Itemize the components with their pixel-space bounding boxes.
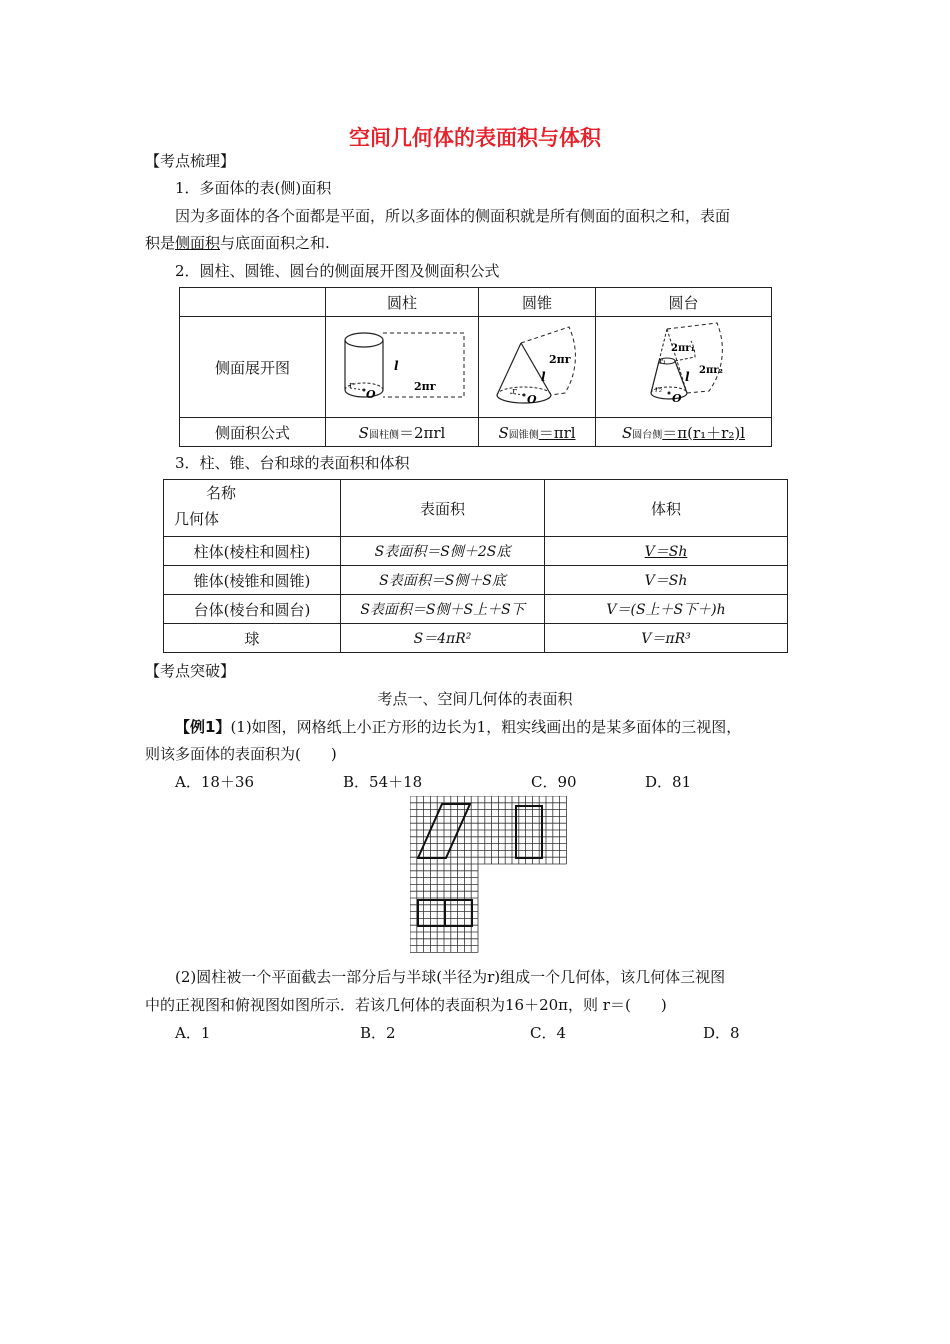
formula-cone bbox=[479, 418, 596, 447]
item1-body-line2 bbox=[145, 232, 330, 253]
frus-l-label: l bbox=[684, 370, 690, 384]
section-review-heading: 【考点梳理】 bbox=[145, 152, 236, 170]
q2-option-d: D．8 bbox=[703, 1024, 740, 1042]
item1-heading: 1．多面体的表(侧)面积 bbox=[175, 179, 332, 197]
formula-cyl-s: S bbox=[358, 423, 369, 442]
t2-row-frustum-name: 台体(棱台和圆台) bbox=[164, 595, 341, 624]
q1-option-b: B．54＋18 bbox=[343, 773, 423, 791]
q1-option-d: D．81 bbox=[645, 773, 692, 791]
formula-cyl-eq: ＝2πrl bbox=[398, 423, 446, 442]
t2-row-prism-area: S表面积＝S侧＋2S底 bbox=[341, 537, 545, 566]
cone-o-label: O bbox=[527, 393, 537, 406]
frustum-net-figure bbox=[609, 321, 759, 413]
t1-header-cone: 圆锥 bbox=[479, 288, 596, 317]
three-view-grid-figure bbox=[410, 796, 574, 958]
formula-frustum bbox=[596, 418, 772, 447]
q2-option-c: C．4 bbox=[530, 1024, 567, 1042]
item1-body-post: 与底面面积之和. bbox=[220, 234, 330, 252]
q1-option-a: A．18＋36 bbox=[175, 773, 255, 791]
cone-2pr-label: 2πr bbox=[549, 353, 571, 366]
frus-2pr2-label: 2πr₂ bbox=[698, 365, 723, 376]
t2-row-prism-volume: V＝Sh bbox=[545, 537, 788, 566]
t1-header-frustum: 圆台 bbox=[596, 288, 772, 317]
item1-body-pre: 积是 bbox=[145, 234, 176, 252]
t2-corner bbox=[164, 480, 341, 537]
t1-header-cylinder: 圆柱 bbox=[326, 288, 479, 317]
item1-body-line1: 因为多面体的各个面都是平面，所以多面体的侧面积就是所有侧面的面积之和，表面 bbox=[175, 207, 731, 225]
t1-frustum-net-cell bbox=[596, 317, 772, 418]
frus-2pr1-label: 2πr₁ bbox=[670, 343, 695, 354]
cone-r-label: r bbox=[512, 387, 517, 397]
frus-r1-label: r₁ bbox=[658, 357, 666, 366]
t2-corner-top: 名称 bbox=[206, 484, 237, 502]
example1-q1-line2: 则该多面体的表面积为( ) bbox=[145, 745, 337, 763]
t1-row-label-net: 侧面展开图 bbox=[180, 317, 326, 418]
cyl-o-label: O bbox=[366, 388, 376, 401]
t1-cylinder-net-cell bbox=[326, 317, 479, 418]
cyl-r-label: r bbox=[349, 381, 354, 391]
section-breakthrough-heading: 【考点突破】 bbox=[145, 662, 236, 680]
t2-row-pyramid-name: 锥体(棱锥和圆锥) bbox=[164, 566, 341, 595]
cyl-l-label: l bbox=[394, 359, 399, 373]
t2-row-frustum-volume: V＝(S上＋S下＋)h bbox=[545, 595, 788, 624]
example1-q2-line2: 中的正视图和俯视图如图所示．若该几何体的表面积为16＋20π，则 r＝( ) bbox=[145, 996, 667, 1014]
t1-corner bbox=[180, 288, 326, 317]
formula-frus-sub: 圆台侧 bbox=[632, 429, 663, 441]
page-title: 空间几何体的表面积与体积 bbox=[349, 126, 601, 150]
q2-option-b: B．2 bbox=[360, 1024, 396, 1042]
item3-heading: 3．柱、锥、台和球的表面积和体积 bbox=[175, 454, 410, 472]
example1-q1-line1 bbox=[175, 716, 741, 737]
t2-header-volume: 体积 bbox=[545, 480, 788, 537]
t1-row-label-formula: 侧面积公式 bbox=[180, 418, 326, 447]
item2-heading: 2．圆柱、圆锥、圆台的侧面展开图及侧面积公式 bbox=[175, 262, 500, 280]
t2-row-pyramid-area: S表面积＝S侧＋S底 bbox=[341, 566, 545, 595]
q2-option-a: A．1 bbox=[175, 1024, 211, 1042]
cylinder-net-figure bbox=[332, 322, 472, 412]
example1-q2-line1: (2)圆柱被一个平面截去一部分后与半球(半径为r)组成一个几何体，该几何体三视图 bbox=[175, 968, 726, 986]
formula-cyl-sub: 圆柱侧 bbox=[368, 429, 399, 441]
cyl-2pr-label: 2πr bbox=[414, 380, 436, 393]
t2-corner-bottom: 几何体 bbox=[174, 510, 220, 528]
cone-net-figure bbox=[481, 321, 593, 413]
q1-option-c: C．90 bbox=[531, 773, 577, 791]
lateral-area-table bbox=[179, 287, 772, 447]
formula-cone-s: S bbox=[498, 423, 509, 442]
frus-o-label: O bbox=[671, 392, 682, 405]
t2-row-prism-name: 柱体(棱柱和圆柱) bbox=[164, 537, 341, 566]
formula-frus-eq: ＝π(r₁＋r₂)l bbox=[662, 423, 745, 442]
formula-cone-eq: ＝πrl bbox=[538, 423, 576, 442]
cone-l-label: l bbox=[541, 370, 546, 384]
topic1-heading: 考点一、空间几何体的表面积 bbox=[377, 690, 573, 708]
example1-q1-text: (1)如图，网格纸上小正方形的边长为1，粗实线画出的是某多面体的三视图， bbox=[230, 718, 742, 736]
example1-label: 【例1】 bbox=[175, 718, 231, 736]
area-volume-table bbox=[163, 479, 788, 653]
t1-cone-net-cell bbox=[479, 317, 596, 418]
formula-cone-sub: 圆锥侧 bbox=[508, 429, 539, 441]
t2-row-frustum-area: S表面积＝S侧＋S上＋S下 bbox=[341, 595, 545, 624]
item1-body-underlined: 侧面积 bbox=[175, 234, 221, 252]
t2-row-sphere-area: S＝4πR² bbox=[341, 624, 545, 653]
t2-header-area: 表面积 bbox=[341, 480, 545, 537]
t2-row-sphere-volume: V＝πR³ bbox=[545, 624, 788, 653]
t2-row-sphere-name: 球 bbox=[164, 624, 341, 653]
t2-row-pyramid-volume: V＝Sh bbox=[545, 566, 788, 595]
formula-cylinder bbox=[326, 418, 479, 447]
formula-frus-s: S bbox=[621, 423, 633, 442]
frus-r2-label: r₂ bbox=[654, 385, 662, 394]
